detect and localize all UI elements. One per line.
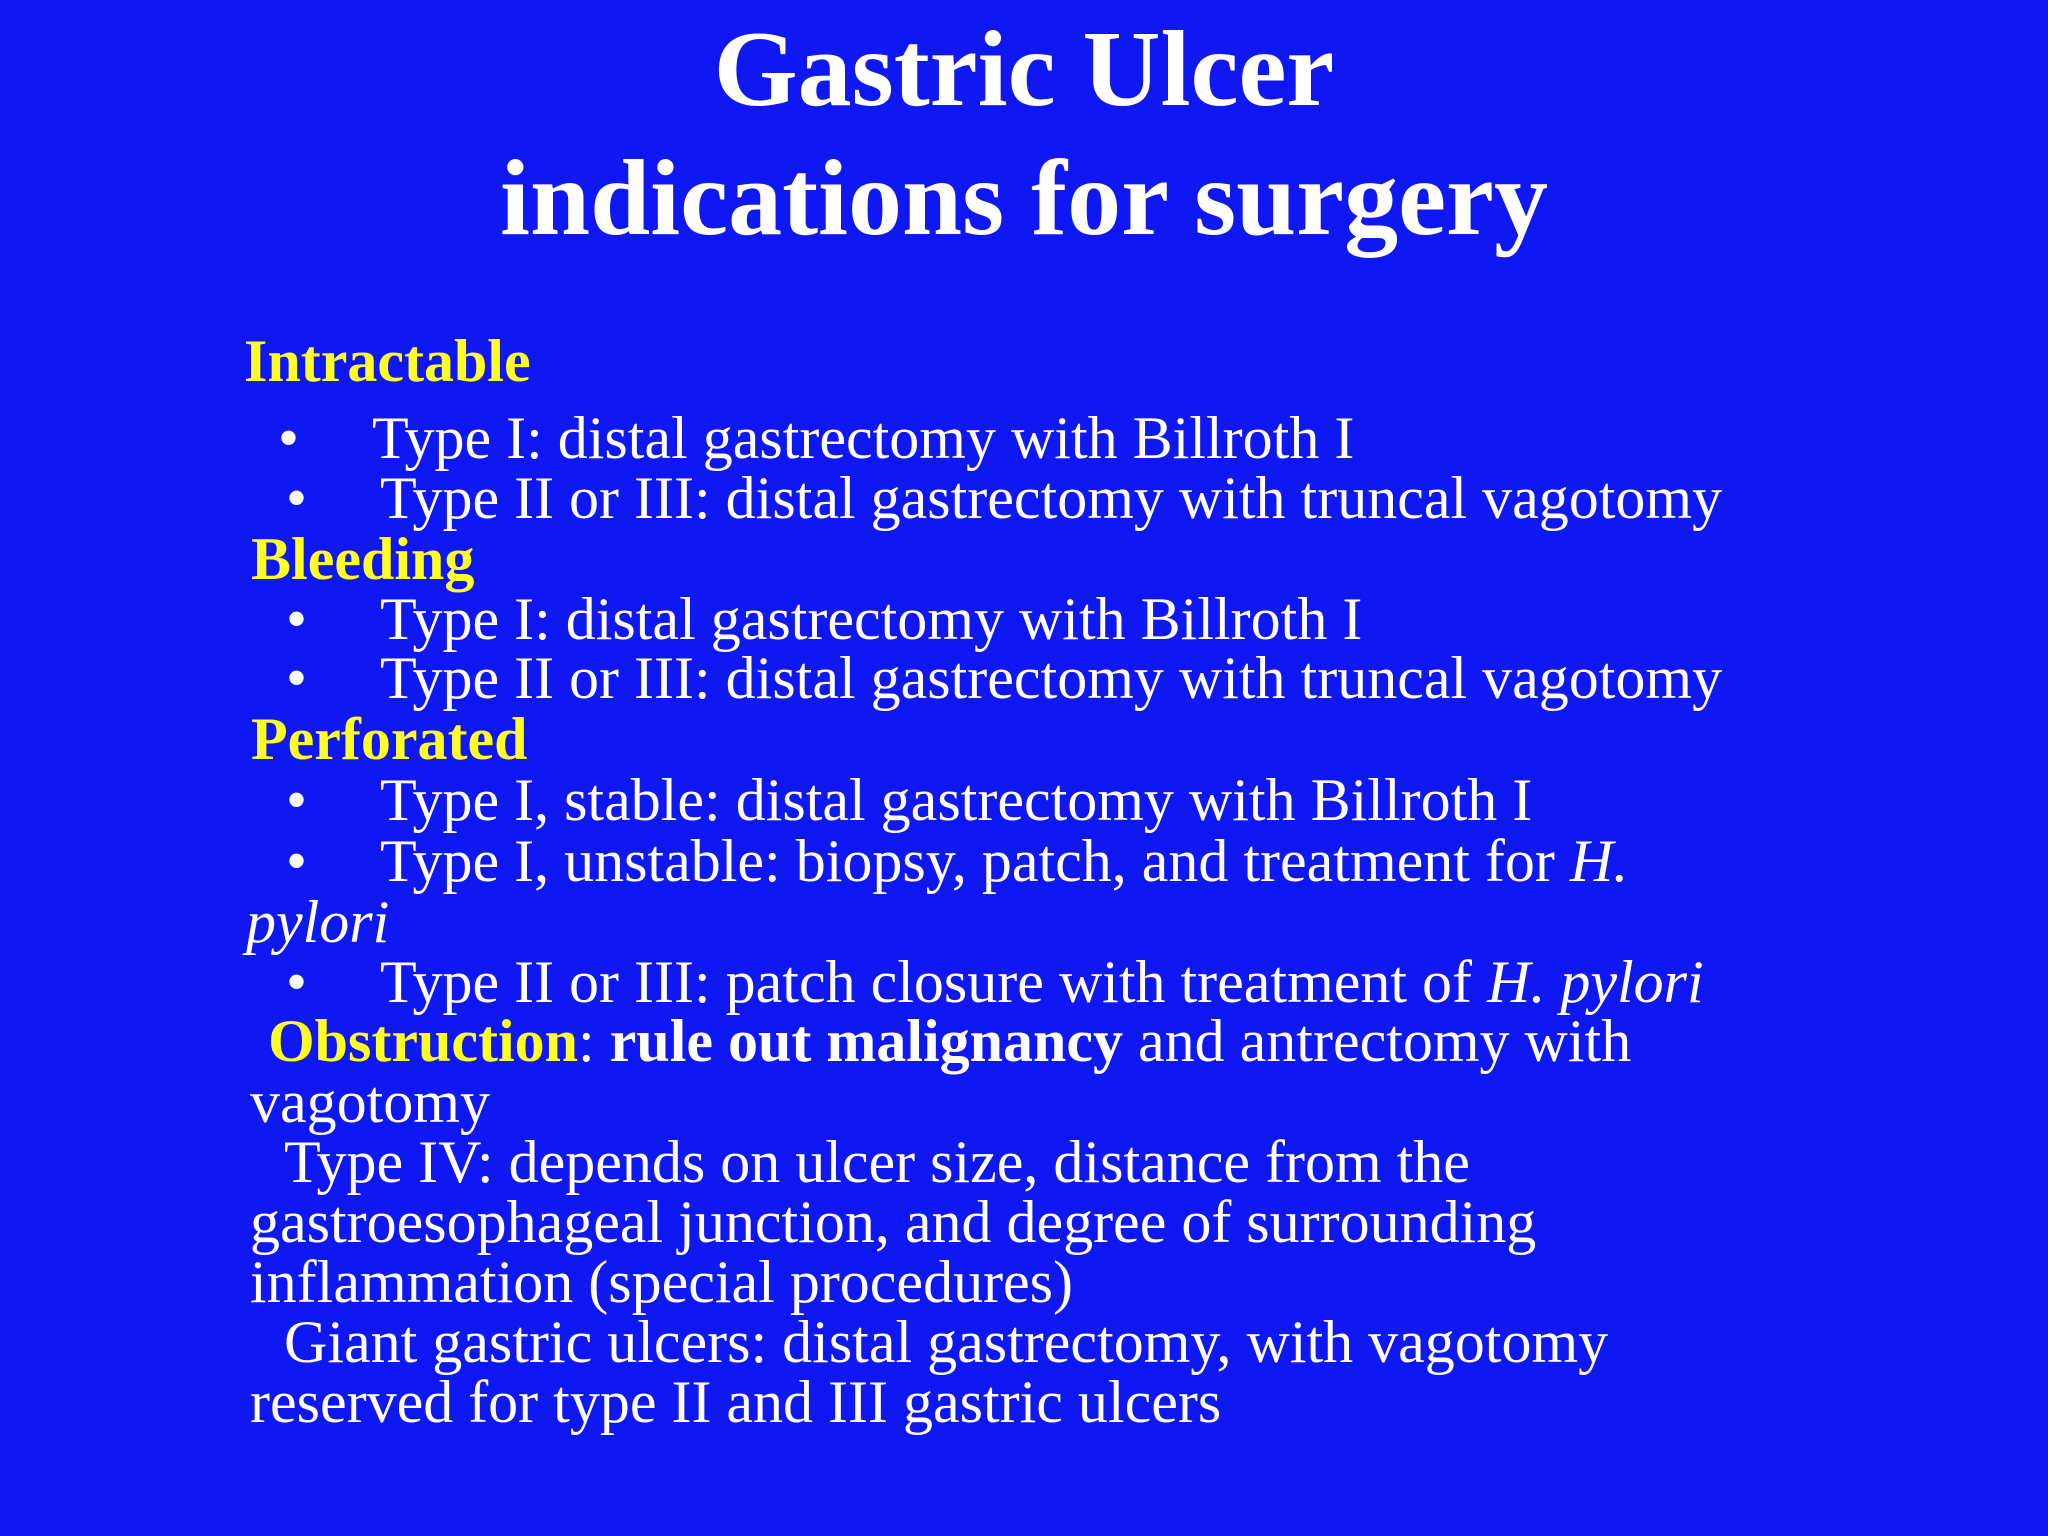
body-text: Type IV: depends on ulcer size, distance from the bbox=[284, 1129, 1470, 1195]
body-text: Giant gastric ulcers: distal gastrectomy, with vagotomy bbox=[284, 1309, 1609, 1375]
bold-text: rule out malignancy bbox=[609, 1008, 1124, 1074]
bullet-dot: • bbox=[286, 828, 308, 894]
bullet-dot: • bbox=[286, 949, 308, 1015]
body-text: vagotomy bbox=[250, 1069, 490, 1135]
heading-perforated: Perforated bbox=[251, 706, 528, 772]
list-item bbox=[380, 949, 1704, 1015]
heading-obstruction: Obstruction bbox=[268, 1008, 579, 1074]
body-text: inflammation (special procedures) bbox=[250, 1249, 1074, 1315]
bullet-dot: • bbox=[286, 586, 308, 652]
colon-text: : bbox=[578, 1008, 610, 1074]
body-text: gastroesophageal junction, and degree of surrounding bbox=[250, 1189, 1537, 1255]
italic-text: H. bbox=[1569, 828, 1629, 894]
slide-title-line2: indications for surgery bbox=[500, 139, 1548, 258]
italic-text: H. pylori bbox=[1487, 949, 1704, 1015]
bullet-dot: • bbox=[286, 645, 308, 711]
list-item: Type I: distal gastrectomy with Billroth I bbox=[380, 586, 1363, 652]
list-item: Type II or III: distal gastrectomy with truncal vagotomy bbox=[380, 645, 1723, 711]
list-item-text: Type II or III: patch closure with treatment of bbox=[380, 949, 1488, 1015]
heading-intractable: Intractable bbox=[244, 328, 531, 394]
list-item: Type I, stable: distal gastrectomy with Billroth I bbox=[380, 767, 1533, 833]
slide-title-line1: Gastric Ulcer bbox=[713, 10, 1335, 129]
italic-text: pylori bbox=[246, 889, 390, 955]
bullet-dot: • bbox=[286, 465, 308, 531]
bullet-dot: • bbox=[286, 767, 308, 833]
body-text: and antrectomy with bbox=[1123, 1008, 1632, 1074]
list-item: Type I: distal gastrectomy with Billroth I bbox=[372, 405, 1355, 471]
list-item-text: Type I, unstable: biopsy, patch, and treatment for bbox=[380, 828, 1570, 894]
list-item: Type II or III: distal gastrectomy with truncal vagotomy bbox=[380, 465, 1723, 531]
list-item bbox=[380, 828, 1629, 894]
bullet-dot: • bbox=[278, 405, 300, 471]
heading-bleeding: Bleeding bbox=[251, 526, 475, 592]
body-text: reserved for type II and III gastric ulcers bbox=[250, 1369, 1222, 1435]
obstruction-line bbox=[268, 1008, 1632, 1074]
